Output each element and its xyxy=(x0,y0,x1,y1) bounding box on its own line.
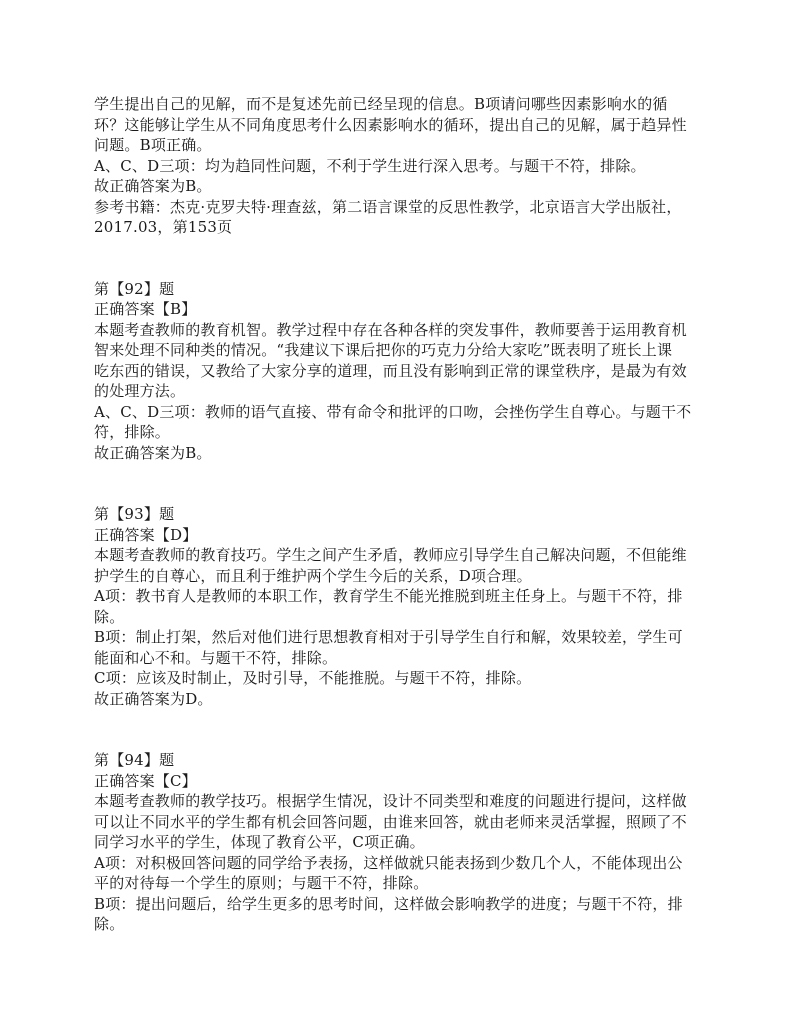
explanation-line: 的处理方法。 xyxy=(94,382,186,400)
reference-line: 2017.03，第153页 xyxy=(94,218,233,236)
explanation-line: 可以让不同水平的学生都有机会回答问题，由谁来回答，就由老师来灵活掌握，照顾了不 xyxy=(94,812,687,831)
explanation-line: 同学习水平的学生，体现了教育公平，C项正确。 xyxy=(94,833,425,851)
correct-answer: 正确答案【D】 xyxy=(94,525,198,544)
explanation-line: 本题考查教师的教学技巧。根据学生情况，设计不同类型和难度的问题进行提问，这样做 xyxy=(94,792,687,810)
explanation-line: A、C、D三项：教师的语气直接、带有命令和批评的口吻，会挫伤学生自尊心。与题干不 xyxy=(94,402,692,421)
section-gap xyxy=(94,709,714,750)
explanation-line: 平的对待每一个学生的原则；与题干不符，排除。 xyxy=(94,874,429,892)
previous-question-explanation xyxy=(94,94,714,238)
question-92 xyxy=(94,279,714,464)
explanation-line: B项：制止打架，然后对他们进行思想教育相对于引导学生自行和解，效果较差，学生可 xyxy=(94,628,683,646)
explanation-line: A项：对积极回答问题的同学给予表扬，这样做就只能表扬到少数几个人，不能体现出公 xyxy=(94,853,683,872)
correct-answer: 正确答案【C】 xyxy=(94,771,197,790)
question-title: 第【93】题 xyxy=(94,505,175,523)
question-93 xyxy=(94,504,714,709)
explanation-line: 符，排除。 xyxy=(94,423,171,441)
section-gap xyxy=(94,463,714,504)
explanation-line: 除。 xyxy=(94,607,125,626)
question-94 xyxy=(94,750,714,935)
explanation-line: A项：教书育人是教师的本职工作，教育学生不能光推脱到班主任身上。与题干不符，排 xyxy=(94,587,683,605)
explanation-line: 故正确答案为D。 xyxy=(94,689,213,708)
explanation-line: 护学生的自尊心，而且利于维护两个学生今后的关系，D项合理。 xyxy=(94,566,532,585)
reference-line: 参考书籍：杰克·克罗夫特·理查兹，第二语言课堂的反思性教学，北京语言大学出版社， xyxy=(94,197,682,216)
explanation-line: 问题。B项正确。 xyxy=(94,136,212,154)
explanation-line: 本题考查教师的教育技巧。学生之间产生矛盾，教师应引导学生自己解决问题，不但能维 xyxy=(94,546,687,564)
explanation-line: 环？这能够让学生从不同角度思考什么因素影响水的循环，提出自己的见解，属于趋异性 xyxy=(94,115,687,134)
question-title: 第【92】题 xyxy=(94,279,175,298)
correct-answer: 正确答案【B】 xyxy=(94,300,197,318)
document-page xyxy=(94,94,714,935)
explanation-line: B项：提出问题后，给学生更多的思考时间，这样做会影响教学的进度；与题干不符，排 xyxy=(94,894,683,913)
explanation-line: 学生提出自己的见解，而不是复述先前已经呈现的信息。B项请问哪些因素影响水的循 xyxy=(94,95,668,113)
explanation-line: 吃东西的错误，又教给了大家分享的道理，而且没有影响到正常的课堂秩序，是最为有效 xyxy=(94,361,687,380)
section-gap xyxy=(94,238,714,279)
explanation-line: 故正确答案为B。 xyxy=(94,443,212,462)
explanation-line: 智来处理不同种类的情况。“我建议下课后把你的巧克力分给大家吃”既表明了班长上课 xyxy=(94,341,673,359)
explanation-line: 能面和心不和。与题干不符，排除。 xyxy=(94,648,338,667)
explanation-line: C项：应该及时制止，及时引导，不能推脱。与题干不符，排除。 xyxy=(94,669,532,687)
explanation-line: 除。 xyxy=(94,915,125,933)
explanation-line: 故正确答案为B。 xyxy=(94,177,212,195)
explanation-line: A、C、D三项：均为趋同性问题，不利于学生进行深入思考。与题干不符，排除。 xyxy=(94,156,646,175)
explanation-line: 本题考查教师的教育机智。教学过程中存在各种各样的突发事件，教师要善于运用教育机 xyxy=(94,320,687,339)
question-title: 第【94】题 xyxy=(94,751,175,769)
